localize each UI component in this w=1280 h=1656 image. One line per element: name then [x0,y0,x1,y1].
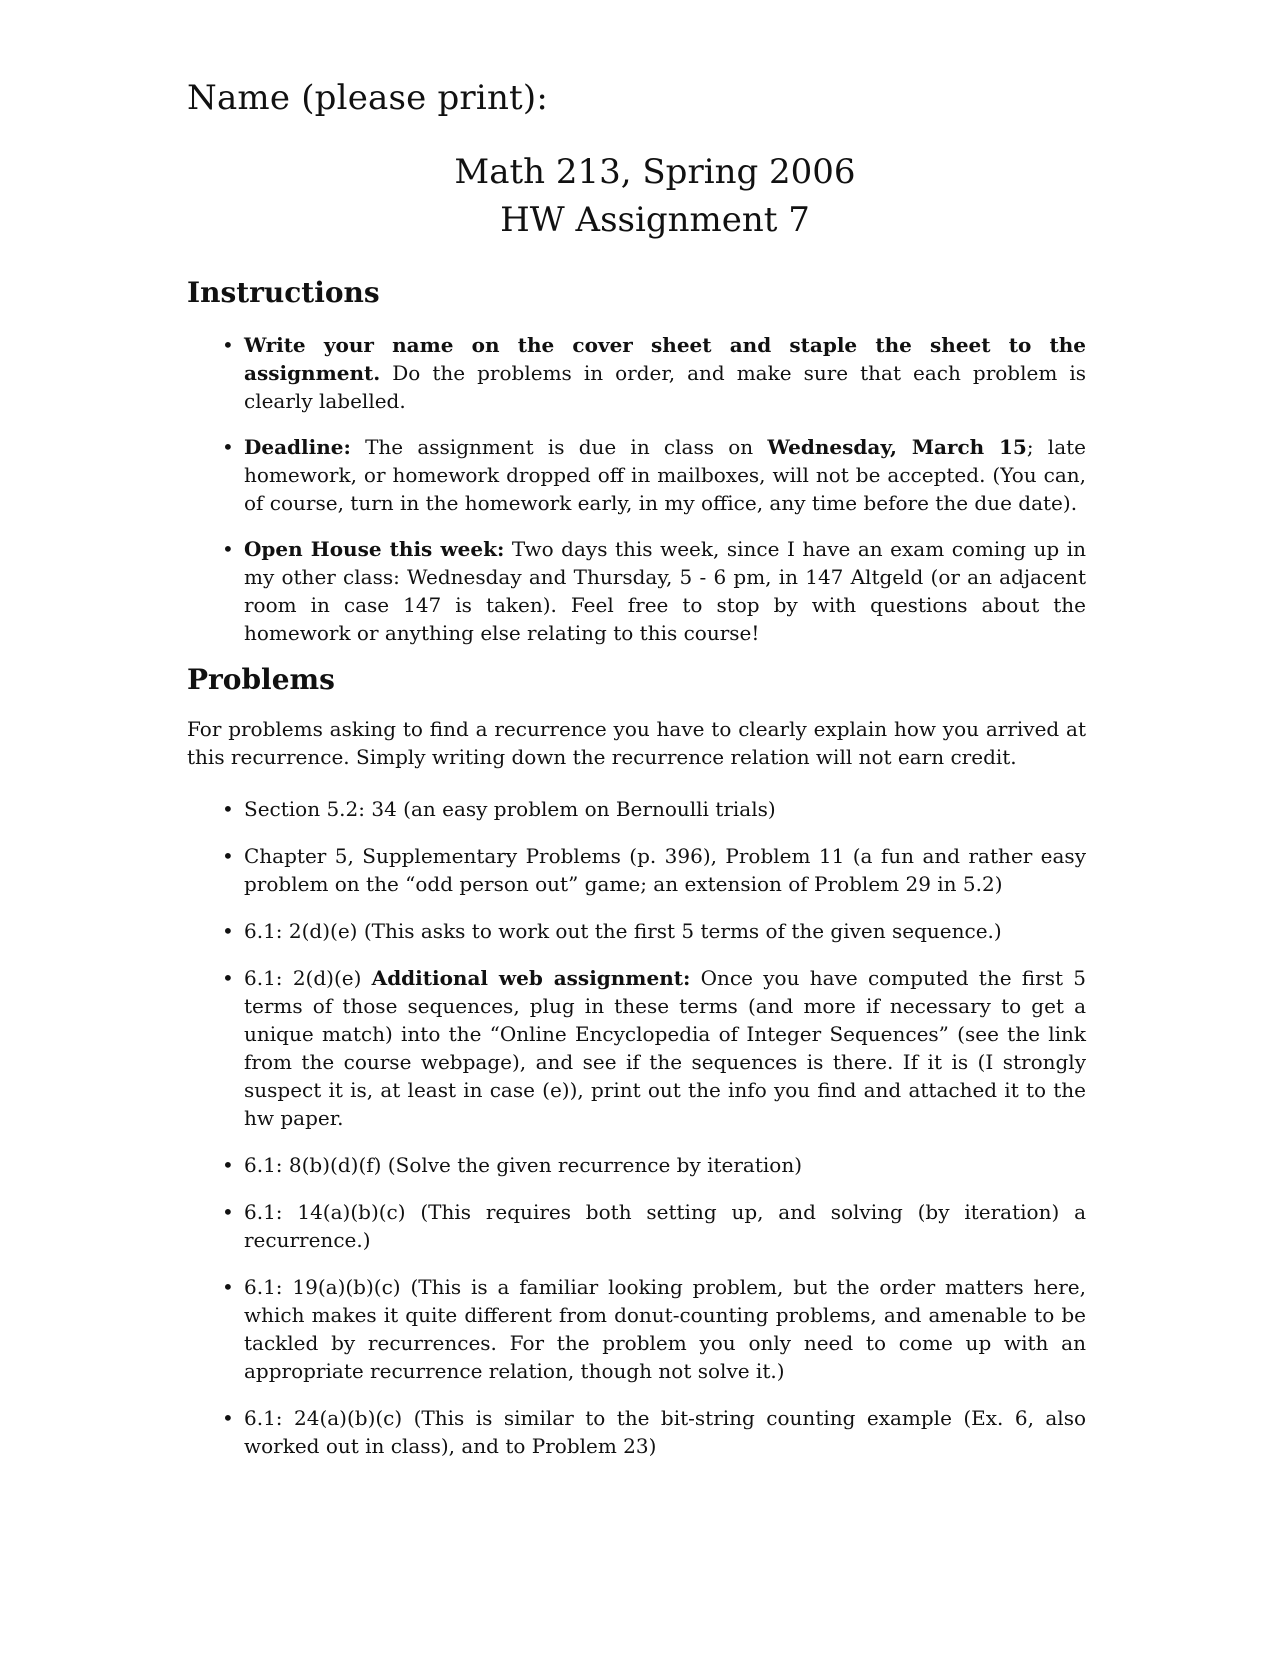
problem-text: 6.1: 14(a)(b)(c) (This requires both setting up, and solving (by iteration) a recurrence.) [244,1200,1086,1252]
problem-item [222,842,1086,898]
instruction-text: Two days this week, since I have an exam coming up in my other class: Wednesday and Thursday, 5 - 6 pm, in 147 Altgeld (or an adjacent room in case 147 is taken). Feel free to stop by with questions about the homework or anything else relating to this course! [244,537,1086,645]
instruction-bold: Write your name on the cover sheet and staple the sheet to the assignment. [244,333,1086,385]
instruction-item [222,535,1086,647]
due-date: Wednesday, March 15 [767,435,1027,459]
problem-text: 6.1: 24(a)(b)(c) (This is similar to the bit-string counting example (Ex. 6, also worked out in class), and to Problem 23) [244,1406,1086,1458]
instruction-item [222,331,1086,415]
instruction-text: Do the problems in order, and make sure that each problem is clearly labelled. [244,361,1086,413]
problem-text: 6.1: 8(b)(d)(f) (Solve the given recurrence by iteration) [244,1153,803,1177]
problem-text: Chapter 5, Supplementary Problems (p. 396), Problem 11 (a fun and rather easy problem on the “odd person out” game; an extension of Problem 29 in 5.2) [244,844,1086,896]
problem-text: 6.1: 19(a)(b)(c) (This is a familiar looking problem, but the order matters here, which makes it quite different from donut-counting problems, and amenable to be tackled by recurrences. For the problem you only need to come up with an appropriate recurrence relation, though not solve it.) [244,1275,1086,1383]
instructions-list [222,331,1086,647]
web-assignment-label: Additional web assignment: [371,966,691,990]
open-house-label: Open House this week: [244,537,505,561]
problem-item [222,1273,1086,1385]
instruction-item [222,433,1086,517]
problem-item [222,1198,1086,1254]
course-title: Math 213, Spring 2006 [454,152,856,192]
instruction-text: ; late homework, or homework dropped off in mailboxes, will not be accepted. (You can, of course, turn in the homework early, in my office, any time before the due date). [244,435,1086,515]
problem-item [222,964,1086,1132]
problems-list [222,795,1086,1460]
problem-item [222,917,1086,945]
problem-text: 6.1: 2(d)(e) (This asks to work out the first 5 terms of the given sequence.) [244,919,1002,943]
instruction-text: The assignment is due in class on [350,435,768,459]
instructions-heading: Instructions [187,276,380,309]
problem-item [222,795,1086,823]
problem-text: Once you have computed the first 5 terms of those sequences, plug in these terms (and more if necessary to get a unique match) into the “Online Encyclopedia of Integer Sequences” (see the link from the course webpage), and see if the sequences is there. If it is (I strongly suspect it is, at least in case (e)), print out the info you find and attached it to the hw paper. [244,966,1087,1130]
problem-number: 6.1: 2(d)(e) [244,966,372,990]
deadline-label: Deadline: [244,435,351,459]
problem-item [222,1151,1086,1179]
problems-heading: Problems [187,663,335,696]
assignment-title: HW Assignment 7 [500,200,810,240]
document-title [0,148,1280,244]
problems-intro: For problems asking to find a recurrence you have to clearly explain how you arrived at this recurrence. Simply writing down the recurrence relation will not earn credit. [187,717,1086,769]
name-prompt: Name (please print): [187,78,549,118]
problem-text: Section 5.2: 34 (an easy problem on Bernoulli trials) [244,797,776,821]
problem-item [222,1404,1086,1460]
